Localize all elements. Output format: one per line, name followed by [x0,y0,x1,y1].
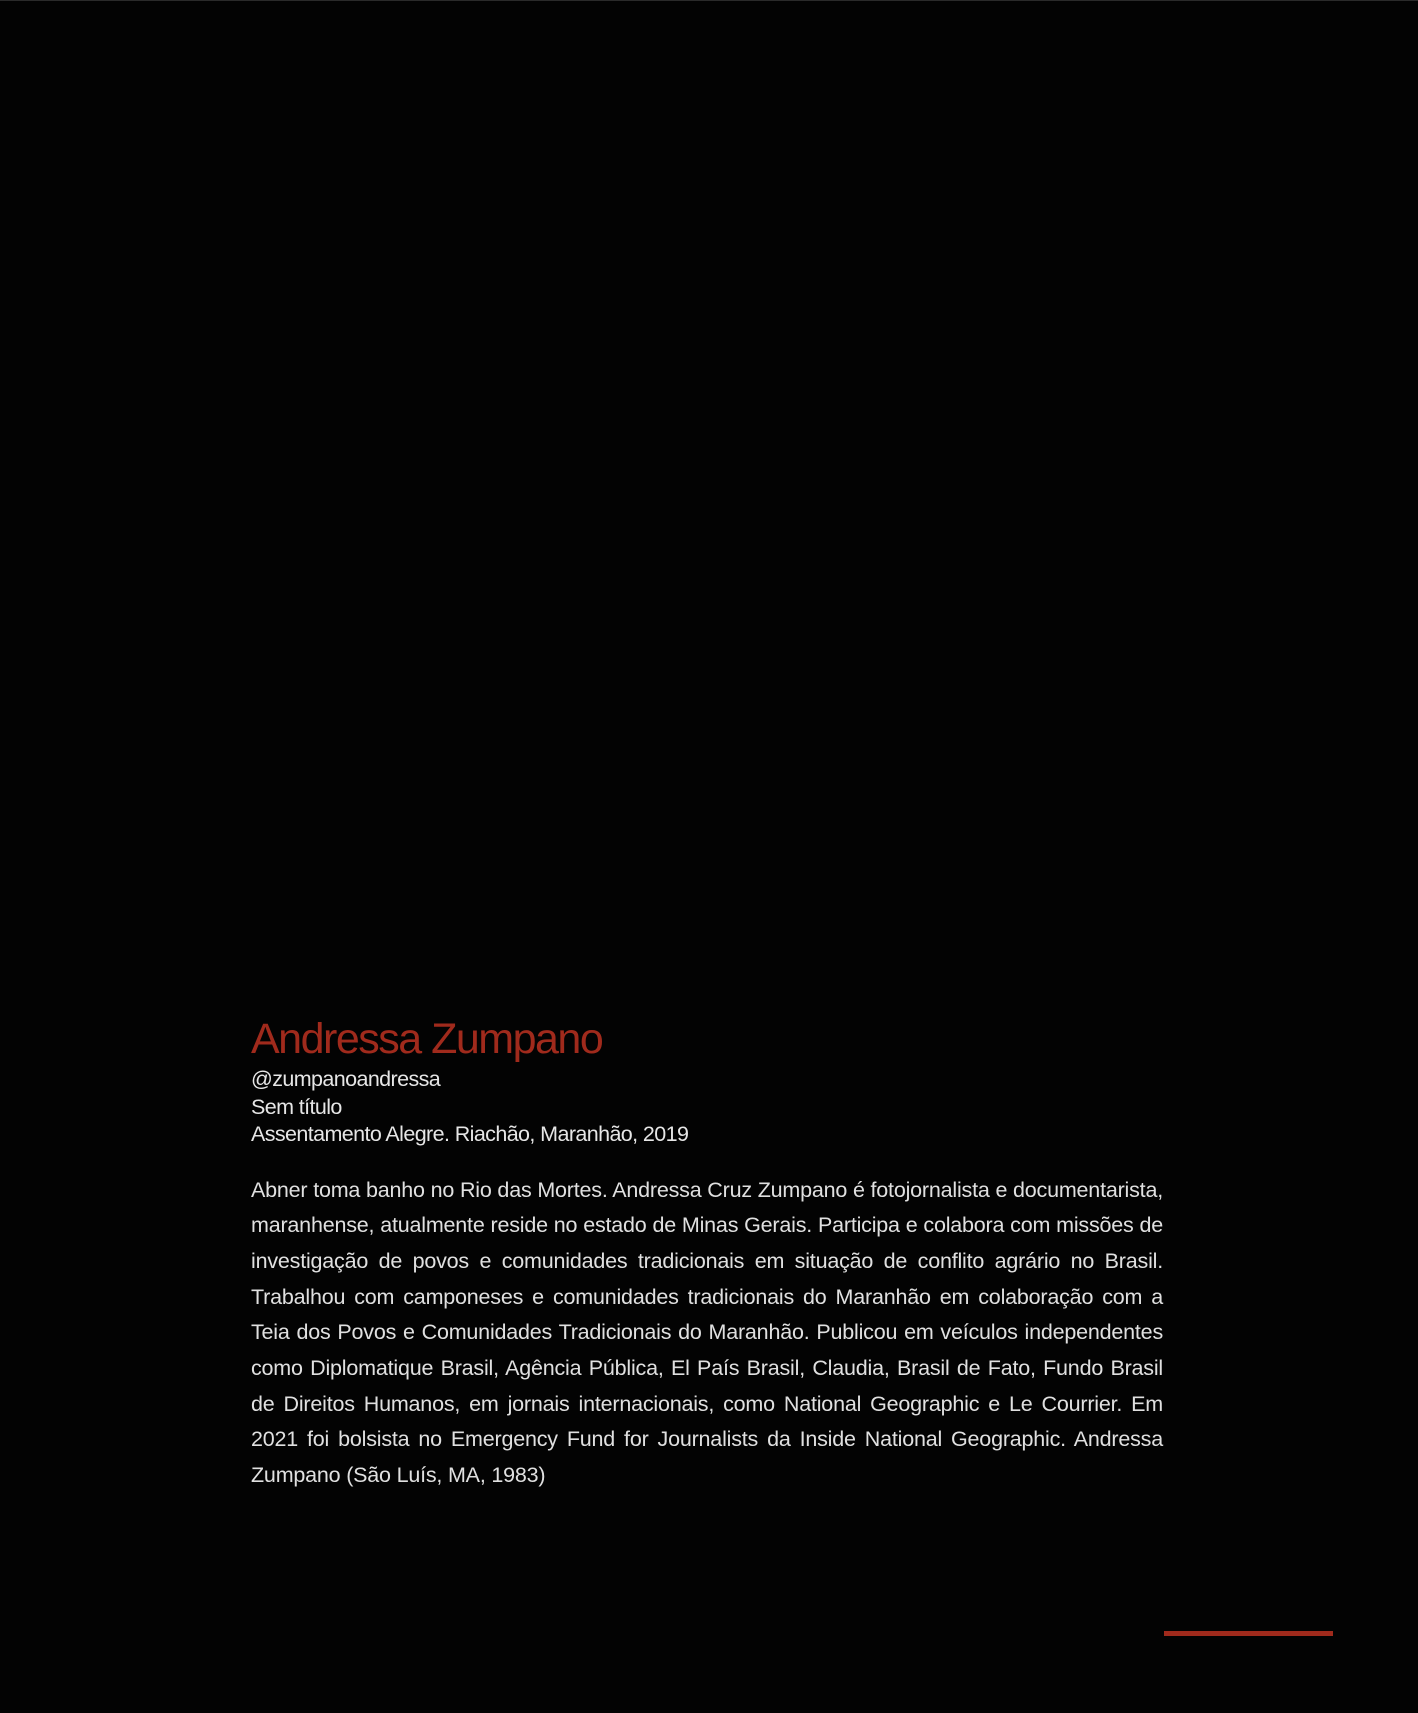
accent-rule [1164,1631,1333,1636]
author-bio: Abner toma banho no Rio das Mortes. Andressa Cruz Zumpano é fotojornalista e documentarista, maranhense, atualmente reside no estado de Minas Gerais. Participa e colabora com missões de investigação de povos e comunidades tradicionais em situação de conflito agrário no Brasil. Trabalhou com camponeses e comunidades tradicionais do Maranhão em colaboração com a Teia dos Povos e Comunidades Tradicionais do Maranhão. Publicou em veículos independentes como Diplomatique Brasil, Agência Pública, El País Brasil, Claudia, Brasil de Fato, Fundo Brasil de Direitos Humanos, em jornais internacionais, como National Geographic e Le Courrier. Em 2021 foi bolsista no Emergency Fund for Journalists da Inside National Geographic. Andressa Zumpano (São Luís, MA, 1983) [251,1177,1163,1488]
photo-caption [251,1013,1163,1515]
author-name: Andressa Zumpano [251,1015,603,1063]
author-handle: @zumpanoandressa [251,1067,441,1091]
location-date: Assentamento Alegre. Riachão, Maranhão, 2019 [251,1122,689,1146]
work-title: Sem título [251,1094,342,1119]
caption-meta [251,1066,1163,1149]
